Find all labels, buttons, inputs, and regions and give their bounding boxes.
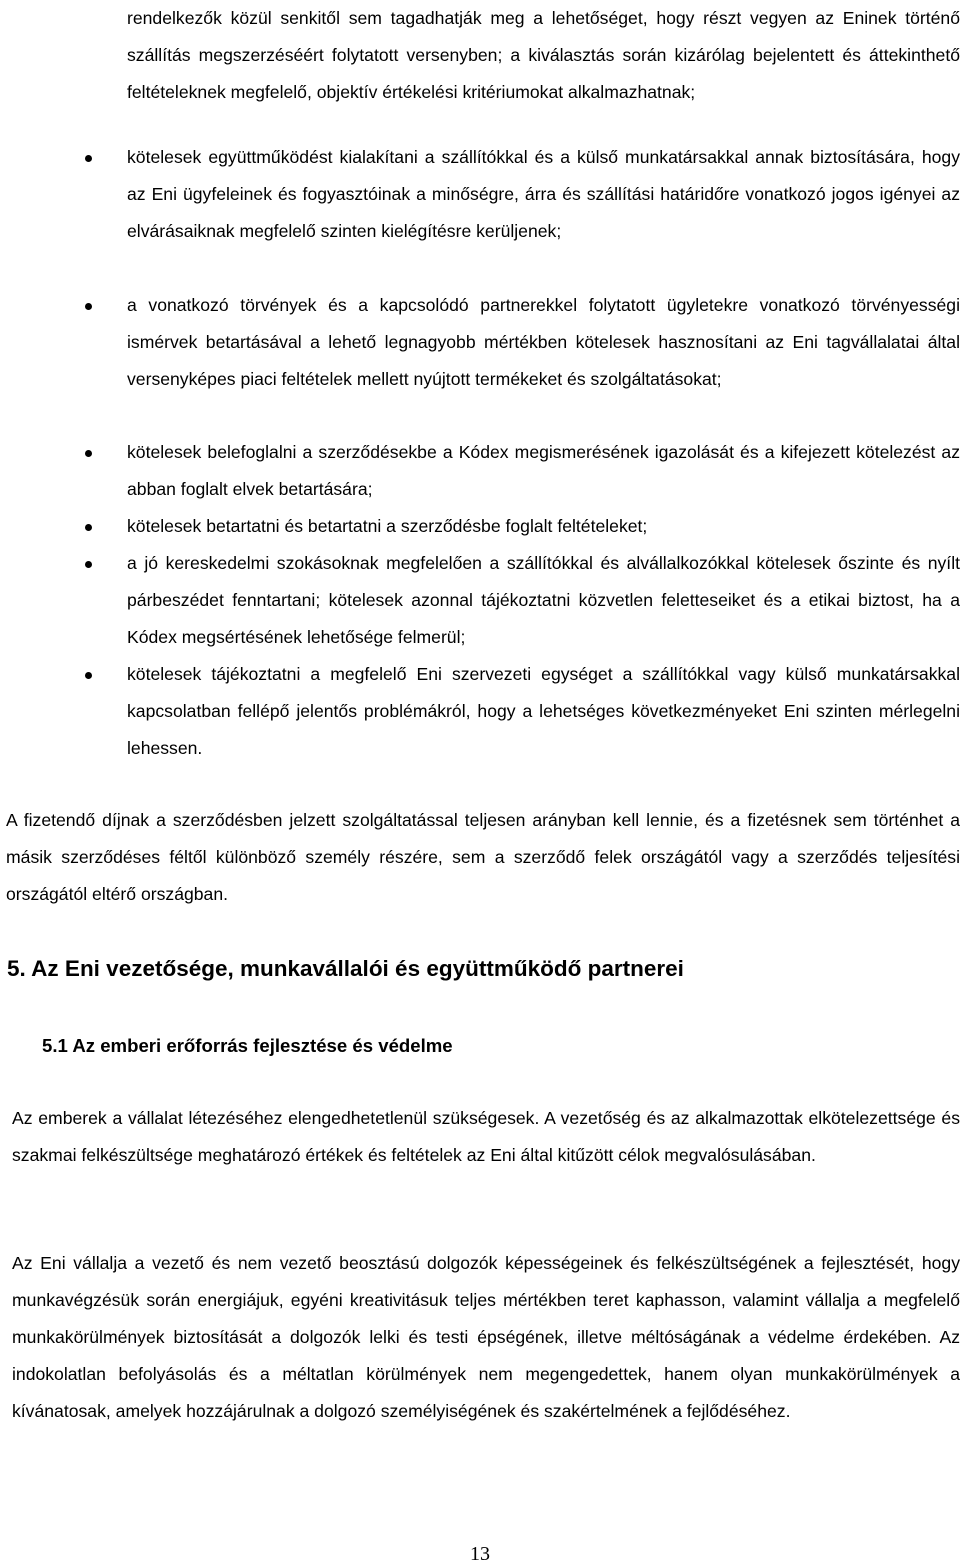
bullet-text: a vonatkozó törvények és a kapcsolódó partnerekkel folytatott ügyletekre vonatkozó törvényességi ismérvek betartásával a lehető legnagyobb mértékben kötelesek hasznosítani az Eni tagvállalatai által versenyképes piaci feltételek mellett nyújtott termékeket és szolgáltatásokat;: [127, 295, 960, 389]
continuation-text: rendelkezők közül senkitől sem tagadhatják meg a lehetőséget, hogy részt vegyen az Eninek történő szállítás megszerzéséért folytatott versenyben; a kiválasztás során kizárólag bejelentett és áttekinthető feltételeknek megfelelő, objektív értékelési kritériumokat alkalmazhatnak;: [127, 8, 960, 102]
people-paragraph: Az emberek a vállalat létezéséhez elengedhetetlenül szükségesek. A vezetőség és az alkalmazottak elkötelezettsége és szakmai felkészültsége meghatározó értékek és feltételek az Eni által kitűzött célok megvalósulásában.: [12, 1108, 960, 1165]
section-heading: 5. Az Eni vezetősége, munkavállalói és együttműködő partnerei: [7, 956, 684, 981]
bullet-dot-icon: [85, 561, 92, 568]
bullet-text: kötelesek együttműködést kialakítani a szállítókkal és a külső munkatársakkal annak biztosítására, hogy az Eni ügyfeleinek és fogyasztóinak a minőségre, árra és szállítási határidőre vonatkozó jogos igényei az elvárásaiknak megfelelő szinten kielégítésre kerüljenek;: [127, 147, 960, 241]
bullet-text: kötelesek tájékoztatni a megfelelő Eni szervezeti egységet a szállítókkal vagy külső munkatársakkal kapcsolatban fellépő jelentős problémákról, hogy a lehetséges következményeket Eni szinten mérlegelni lehessen.: [127, 664, 960, 758]
bullet-text: a jó kereskedelmi szokásoknak megfelelően a szállítókkal és alvállalkozókkal kötelesek őszinte és nyílt párbeszédet fenntartani; kötelesek azonnal tájékoztatni közvetlen feletteseiket és a etikai biztost, ha a Kódex megsértésének lehetősége felmerül;: [127, 553, 960, 647]
bullet-dot-icon: [85, 450, 92, 457]
bullet-text: kötelesek belefoglalni a szerződésekbe a Kódex megismerésének igazolását és a kifejezett kötelezést az abban foglalt elvek betartására;: [127, 442, 960, 499]
bullet-dot-icon: [85, 524, 92, 531]
bullet-text: kötelesek betartatni és betartatni a szerződésbe foglalt feltételeket;: [127, 516, 648, 536]
development-paragraph: Az Eni vállalja a vezető és nem vezető beosztású dolgozók képességeinek és felkészültségének a fejlesztését, hogy munkavégzésük során energiájuk, egyéni kreativitásuk teljes mértékben teret kaphasson, valamint vállalja a megfelelő munkakörülmények biztosítását a dolgozók lelki és testi épségének, illetve méltóságának a védelme érdekében. Az indokolatlan befolyásolás és a méltatlan körülmények nem megengedettek, hanem olyan munkakörülmények a kívánatosak, amelyek hozzájárulnak a dolgozó személyiségének és szakértelmének a fejlődéséhez.: [12, 1253, 960, 1421]
fees-paragraph: A fizetendő díjnak a szerződésben jelzett szolgáltatással teljesen arányban kell lennie, és a fizetésnek sem történhet a másik szerződéses féltől különböző személy részére, sem a szerződő felek országától vagy a szerződés teljesítési országától eltérő országban.: [6, 810, 960, 904]
subsection-heading: 5.1 Az emberi erőforrás fejlesztése és védelme: [42, 1035, 453, 1056]
bullet-dot-icon: [85, 672, 92, 679]
bullet-dot-icon: [85, 303, 92, 310]
page-number: 13: [470, 1543, 490, 1565]
bullet-dot-icon: [85, 155, 92, 162]
